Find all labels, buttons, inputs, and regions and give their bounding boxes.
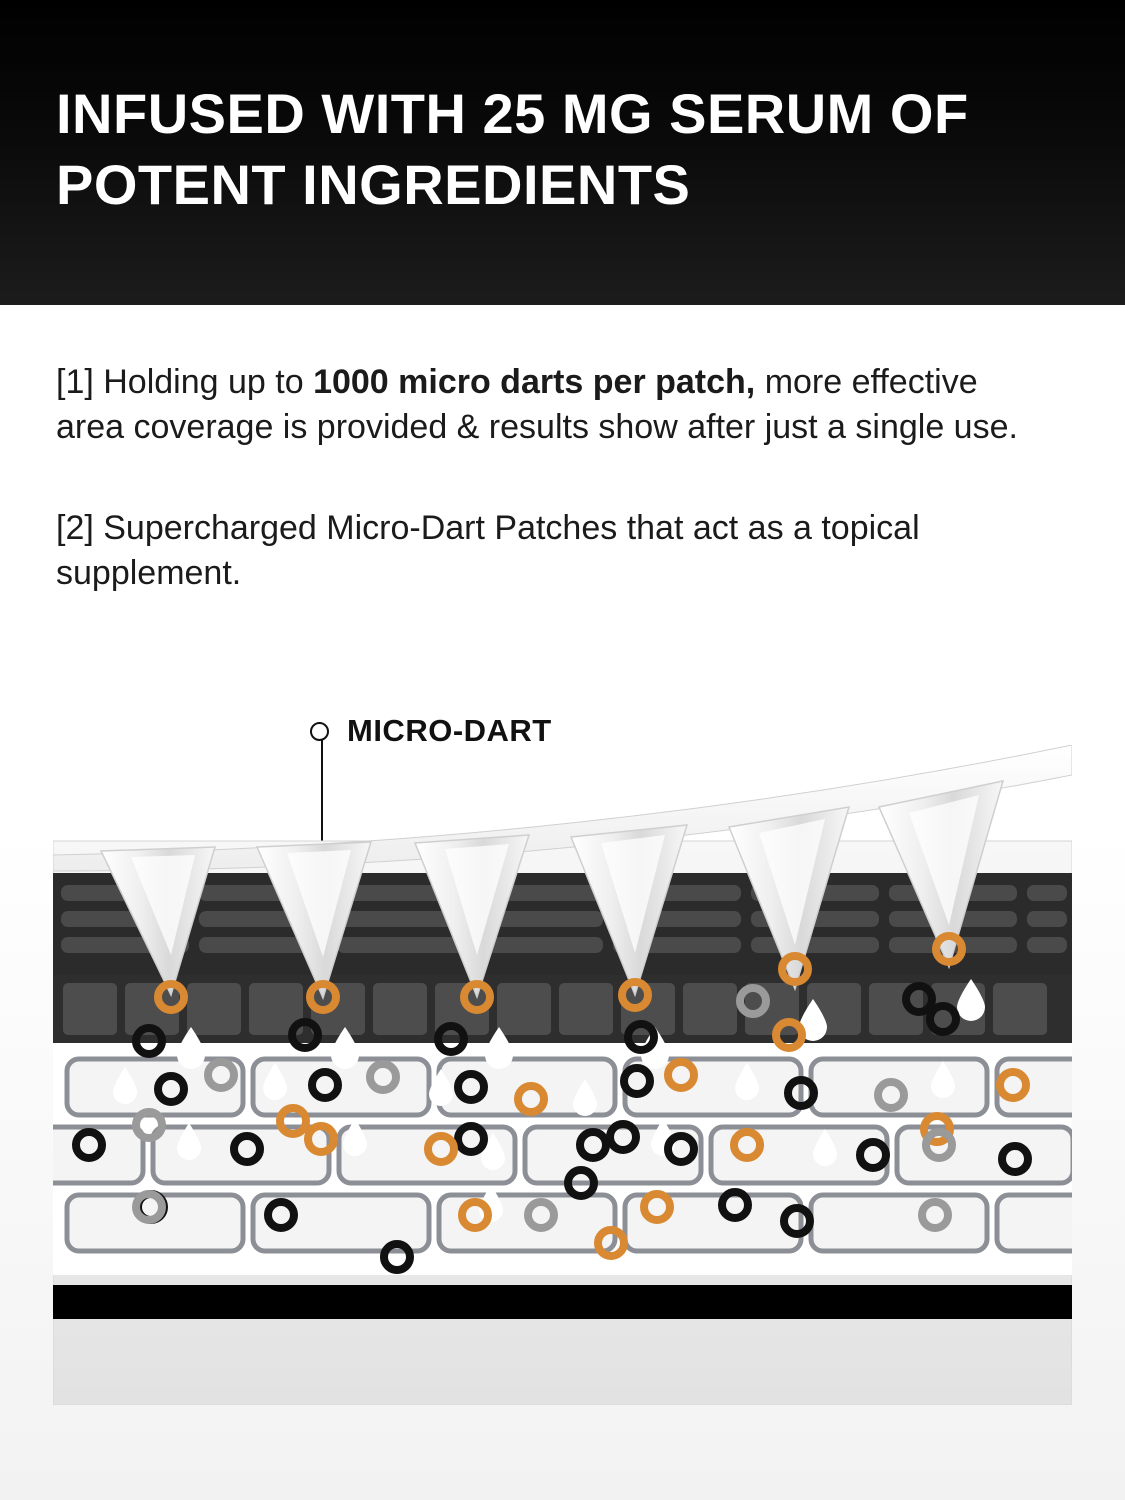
body-copy — [56, 360, 1036, 652]
skin-cross-section-diagram — [53, 745, 1072, 1405]
page-title: INFUSED WITH 25 MG SERUM OF POTENT INGREDIENTS — [56, 82, 969, 217]
callout-label: MICRO-DART — [347, 713, 552, 748]
paragraph-2: [2] Supercharged Micro-Dart Patches that act as a topical supplement. — [56, 508, 920, 592]
paragraph-1-strong: 1000 micro darts per patch, — [313, 363, 756, 401]
paragraph-1-pre: [1] Holding up to — [56, 363, 314, 401]
dermis-cell-matrix — [53, 1059, 1072, 1251]
paragraph-1 — [56, 360, 1036, 450]
diagram-svg — [53, 745, 1072, 1405]
stratum-corneum-cells — [61, 885, 1067, 953]
circle-marker-icon — [310, 722, 329, 741]
subcutaneous-band — [53, 1285, 1072, 1319]
paragraph-1-post: more effective area coverage is provided & results show after just a single use. — [56, 363, 1018, 446]
header-banner — [0, 0, 1125, 305]
micro-dart-callout — [310, 713, 552, 749]
